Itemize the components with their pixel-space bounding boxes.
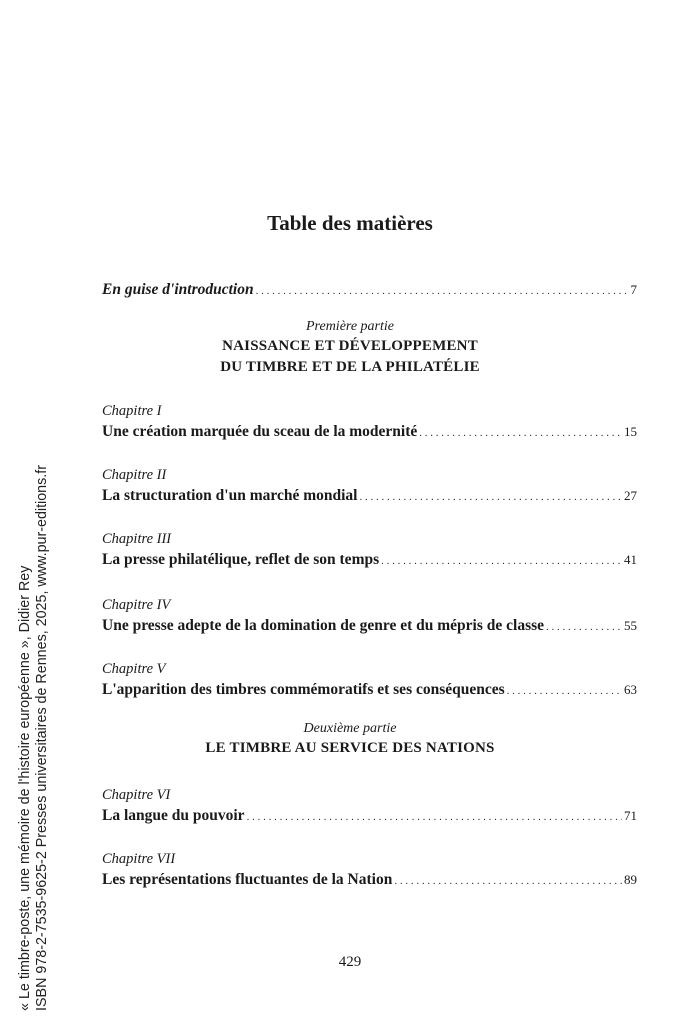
chapter-number: Chapitre V <box>102 661 166 677</box>
part-title-line: DU TIMBRE ET DE LA PHILATÉLIE <box>220 359 480 375</box>
dot-leader <box>394 871 622 891</box>
toc-entry-title: En guise d'introduction <box>102 281 254 298</box>
part-heading-1 <box>0 318 700 378</box>
side-note-line-1: « Le timbre-poste, une mémoire de l'histoire européenne », Didier Rey <box>17 565 33 1011</box>
toc-entry-introduction[interactable] <box>102 280 637 301</box>
side-note-line-2: ISBN 978-2-7535-9625-2 Presses universitaires de Rennes, 2025, www.pur-editions.fr <box>34 465 50 1011</box>
page-title: Table des matières <box>267 211 433 235</box>
part-title-line: LE TIMBRE AU SERVICE DES NATIONS <box>205 740 495 756</box>
toc-page-number: 55 <box>624 618 637 633</box>
toc-page-number: 27 <box>624 488 637 503</box>
toc-entry-chapter-3[interactable] <box>102 530 637 571</box>
toc-entry-title: La structuration d'un marché mondial <box>102 487 358 504</box>
part-label: Première partie <box>306 319 394 334</box>
toc-entry-title: L'apparition des timbres commémoratifs et ses conséquences <box>102 681 505 698</box>
part-heading-2 <box>0 720 700 759</box>
toc-entry-title: La langue du pouvoir <box>102 807 245 824</box>
toc-entry-chapter-7[interactable] <box>102 850 637 891</box>
chapter-number: Chapitre I <box>102 403 162 419</box>
chapter-number: Chapitre VII <box>102 851 176 867</box>
page-number: 429 <box>338 954 362 970</box>
dot-leader <box>419 423 622 443</box>
toc-page-number: 63 <box>624 682 637 697</box>
chapter-number: Chapitre III <box>102 531 172 547</box>
part-label: Deuxième partie <box>303 721 397 736</box>
dot-leader <box>507 681 622 701</box>
toc-entry-chapter-5[interactable] <box>102 660 637 701</box>
dot-leader <box>247 807 622 827</box>
chapter-number: Chapitre IV <box>102 597 171 613</box>
chapter-number: Chapitre VI <box>102 787 171 803</box>
dot-leader <box>360 487 623 507</box>
toc-page-number: 71 <box>624 808 637 823</box>
toc-entry-title: Une presse adepte de la domination de genre et du mépris de classe <box>102 617 545 634</box>
toc-entry-chapter-1[interactable] <box>102 402 637 443</box>
toc-page-number: 89 <box>624 872 637 887</box>
dot-leader <box>256 281 629 301</box>
toc-entry-title: Une création marquée du sceau de la modernité <box>102 423 418 440</box>
toc-page-number: 7 <box>630 282 637 297</box>
toc-entry-title: Les représentations fluctuantes de la Nation <box>102 871 393 888</box>
toc-page-number: 15 <box>624 424 637 439</box>
toc-page-number: 41 <box>624 552 637 567</box>
toc-entry-chapter-2[interactable] <box>102 466 637 507</box>
chapter-number: Chapitre II <box>102 467 167 483</box>
toc-entry-title: La presse philatélique, reflet de son temps <box>102 551 380 568</box>
toc-entry-chapter-6[interactable] <box>102 786 637 827</box>
part-title-line: NAISSANCE ET DÉVELOPPEMENT <box>222 338 478 354</box>
dot-leader <box>381 551 622 571</box>
toc-entry-chapter-4[interactable] <box>102 596 637 637</box>
dot-leader <box>546 617 622 637</box>
